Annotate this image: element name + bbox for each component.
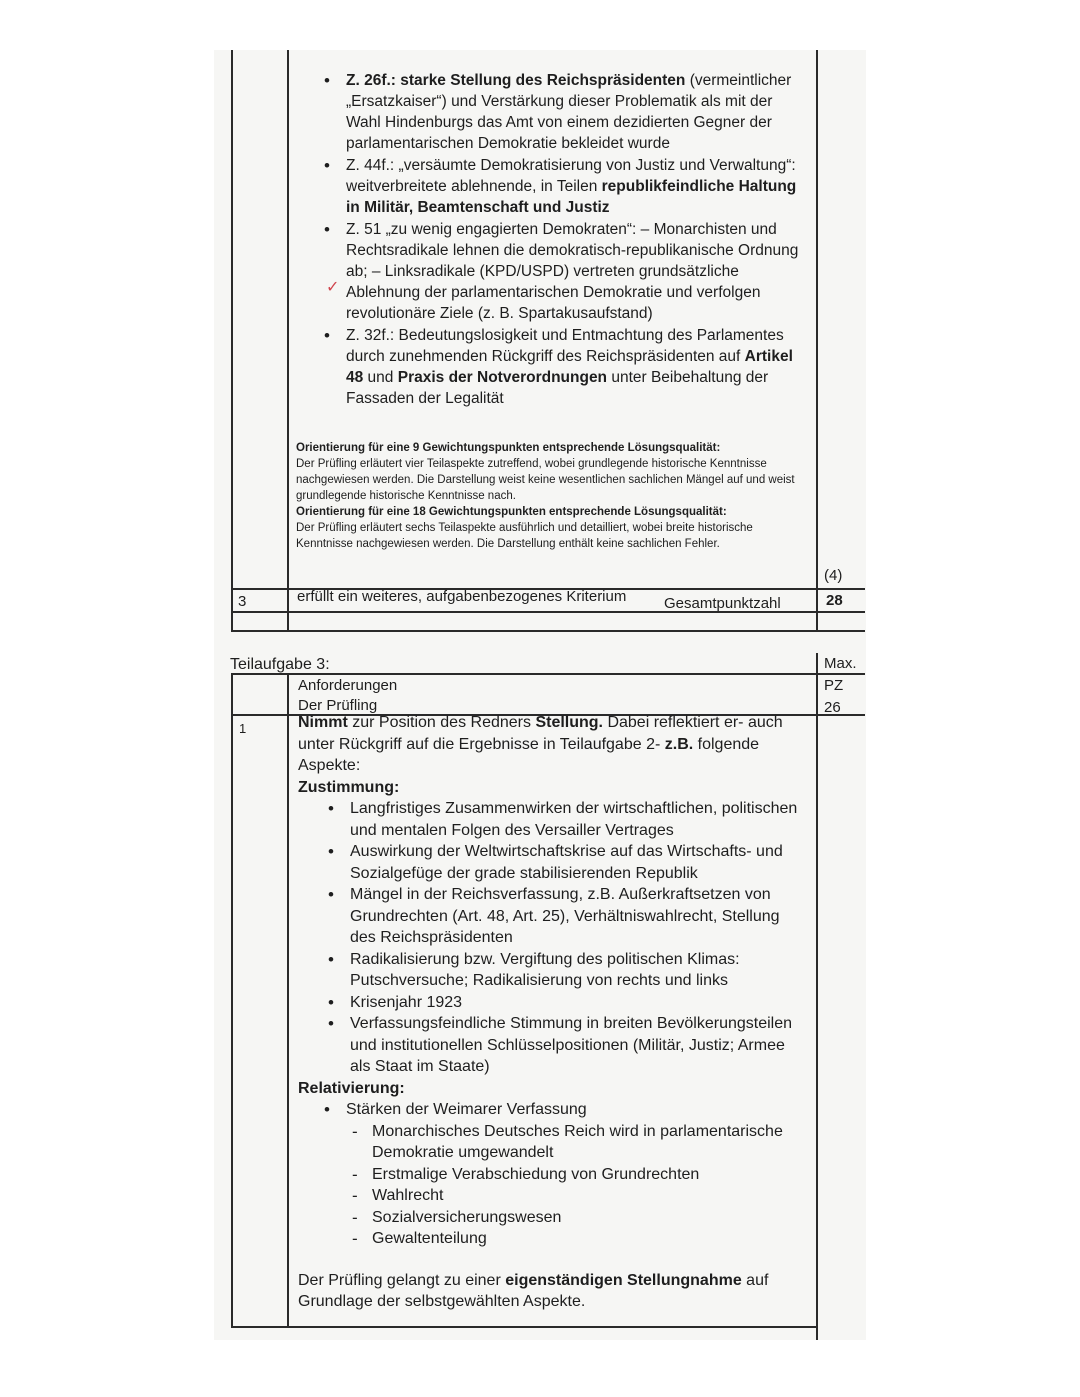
agreement-item: • Langfristiges Zusammenwirken der wirtschaftlichen, politischen und mentalen Folgen des Versailler Vertrages: [324, 798, 808, 841]
relativization-subitem: - Gewaltenteilung: [320, 1228, 808, 1250]
orientation-block: [296, 440, 808, 552]
table-column-divider: [287, 673, 289, 1328]
orientation-9-text: Der Prüfling erläutert vier Teilaspekte zutreffend, wobei grundlegende historische Kenntnisse nachgewiesen werden. Die Darstellung weist keine wesentlichen sachlichen Mängel auf und weist grundlegende historische Kenntnisse nach.: [296, 458, 795, 502]
agreement-item: • Verfassungsfeindliche Stimmung in breiten Bevölkerungsteilen und institutionellen Schlüsselpositionen (Militär, Justiz; Armee als Staat im Staate): [324, 1013, 808, 1078]
criterion-text: erfüllt ein weiteres, aufgabenbezogenes Kriterium: [297, 588, 627, 605]
criterion-bullet: • Z. 44f.: „versäumte Demokratisierung von Justiz und Verwaltung“: weitverbreitete ablehnende, in Teilen republikfeindliche Haltung in Militär, Beamtenschaft und Justiz: [320, 155, 810, 218]
relativization-subitem: - Sozialversicherungswesen: [320, 1207, 808, 1229]
max-label: Max.: [824, 655, 857, 672]
table-top-border: [231, 673, 865, 675]
criteria-list: [320, 70, 810, 409]
pruefling-label: Der Prüfling: [298, 697, 378, 714]
total-points: 28: [826, 592, 843, 609]
orientation-18-heading: Orientierung für eine 18 Gewichtungspunkten entsprechende Lösungsqualität:: [296, 506, 727, 518]
relativization-subitem: - Monarchisches Deutsches Reich wird in parlamentarische Demokratie umgewandelt: [320, 1121, 808, 1164]
agreement-heading: Zustimmung:: [298, 778, 400, 796]
agreement-item: • Mängel in der Reichsverfassung, z.B. Außerkraftsetzen von Grundrechten (Art. 48, Art. 25), Verhältniswahlrecht, Stellung des Reichspräsidenten: [324, 884, 808, 949]
relativization-item: • Stärken der Weimarer Verfassung: [320, 1099, 808, 1121]
orientation-9-heading: Orientierung für eine 9 Gewichtungspunkten entsprechende Lösungsqualität:: [296, 442, 721, 454]
closing-statement: Der Prüfling gelangt zu einer eigenständigen Stellungnahme auf Grundlage der selbstgewählten Aspekte.: [298, 1271, 769, 1310]
section-title: Teilaufgabe 3:: [230, 656, 330, 673]
requirements-label: Anforderungen: [298, 677, 398, 694]
table-border-left: [231, 673, 233, 1328]
table-bottom-border: [231, 630, 865, 632]
criterion-bullet: • Z. 26f.: starke Stellung des Reichspräsidenten (vermeintlicher „Ersatzkaiser“) und Verstärkung dieser Problematik als mit der Wahl Hindenburgs das Amt von einem dezidierten Gegner der parlamentarischen Demokratie bekleidet wurde: [320, 70, 810, 154]
task3-content: [298, 712, 808, 1313]
relativization-subitem: - Wahlrecht: [320, 1185, 808, 1207]
table-bottom-border: [231, 1326, 818, 1328]
row-points: 26: [824, 699, 841, 716]
agreement-item: • Auswirkung der Weltwirtschaftskrise auf das Wirtschafts- und Sozialgefüge der grade stabilisierenden Republik: [324, 841, 808, 884]
pz-label: PZ: [824, 677, 844, 694]
row-number: 1: [239, 721, 247, 736]
total-label: Gesamtpunktzahl: [664, 595, 781, 612]
task3-intro: Nimmt zur Position des Redners Stellung. Dabei reflektiert er- auch unter Rückgriff auf die Ergebnisse in Teilaufgabe 2- z.B. folgende Aspekte:: [298, 714, 783, 774]
agreement-item: • Radikalisierung bzw. Vergiftung des politischen Klimas: Putschversuche; Radikalisierung von rechts und links: [324, 949, 808, 992]
table-column-divider: [287, 50, 289, 632]
relativization-subitem: - Erstmalige Verabschiedung von Grundrechten: [320, 1164, 808, 1186]
criterion-bullet: • Z. 51 „zu wenig engagierten Demokraten“: – Monarchisten und Rechtsradikale lehnen die demokratisch-republikanische Ordnung ab; – Linksradikale (KPD/USPD) vertreten grundsätzliche Ablehnung der parlamentarischen Demokratie und verfolgen revolutionäre Ziele (z. B. Spartakusaufstand): [320, 219, 810, 324]
criterion-bullet: • Z. 32f.: Bedeutungslosigkeit und Entmachtung des Parlamentes durch zunehmenden Rückgriff des Reichspräsidenten auf Artikel 48 und Praxis der Notverordnungen unter Beibehaltung der Fassaden der Legalität: [320, 325, 810, 409]
row-points: (4): [824, 567, 843, 584]
checkmark-icon: ✓: [326, 279, 340, 296]
relativization-heading: Relativierung:: [298, 1079, 405, 1097]
row-number: 3: [238, 593, 247, 610]
table-points-divider: [816, 50, 818, 632]
agreement-item: • Krisenjahr 1923: [324, 992, 808, 1014]
table-border-left: [231, 50, 233, 632]
orientation-18-text: Der Prüfling erläutert sechs Teilaspekte ausführlich und detailliert, wobei breite historische Kenntnisse nachgewiesen werden. Die Darstellung enthält keine sachlichen Fehler.: [296, 522, 753, 550]
table-points-divider: [816, 653, 818, 1340]
